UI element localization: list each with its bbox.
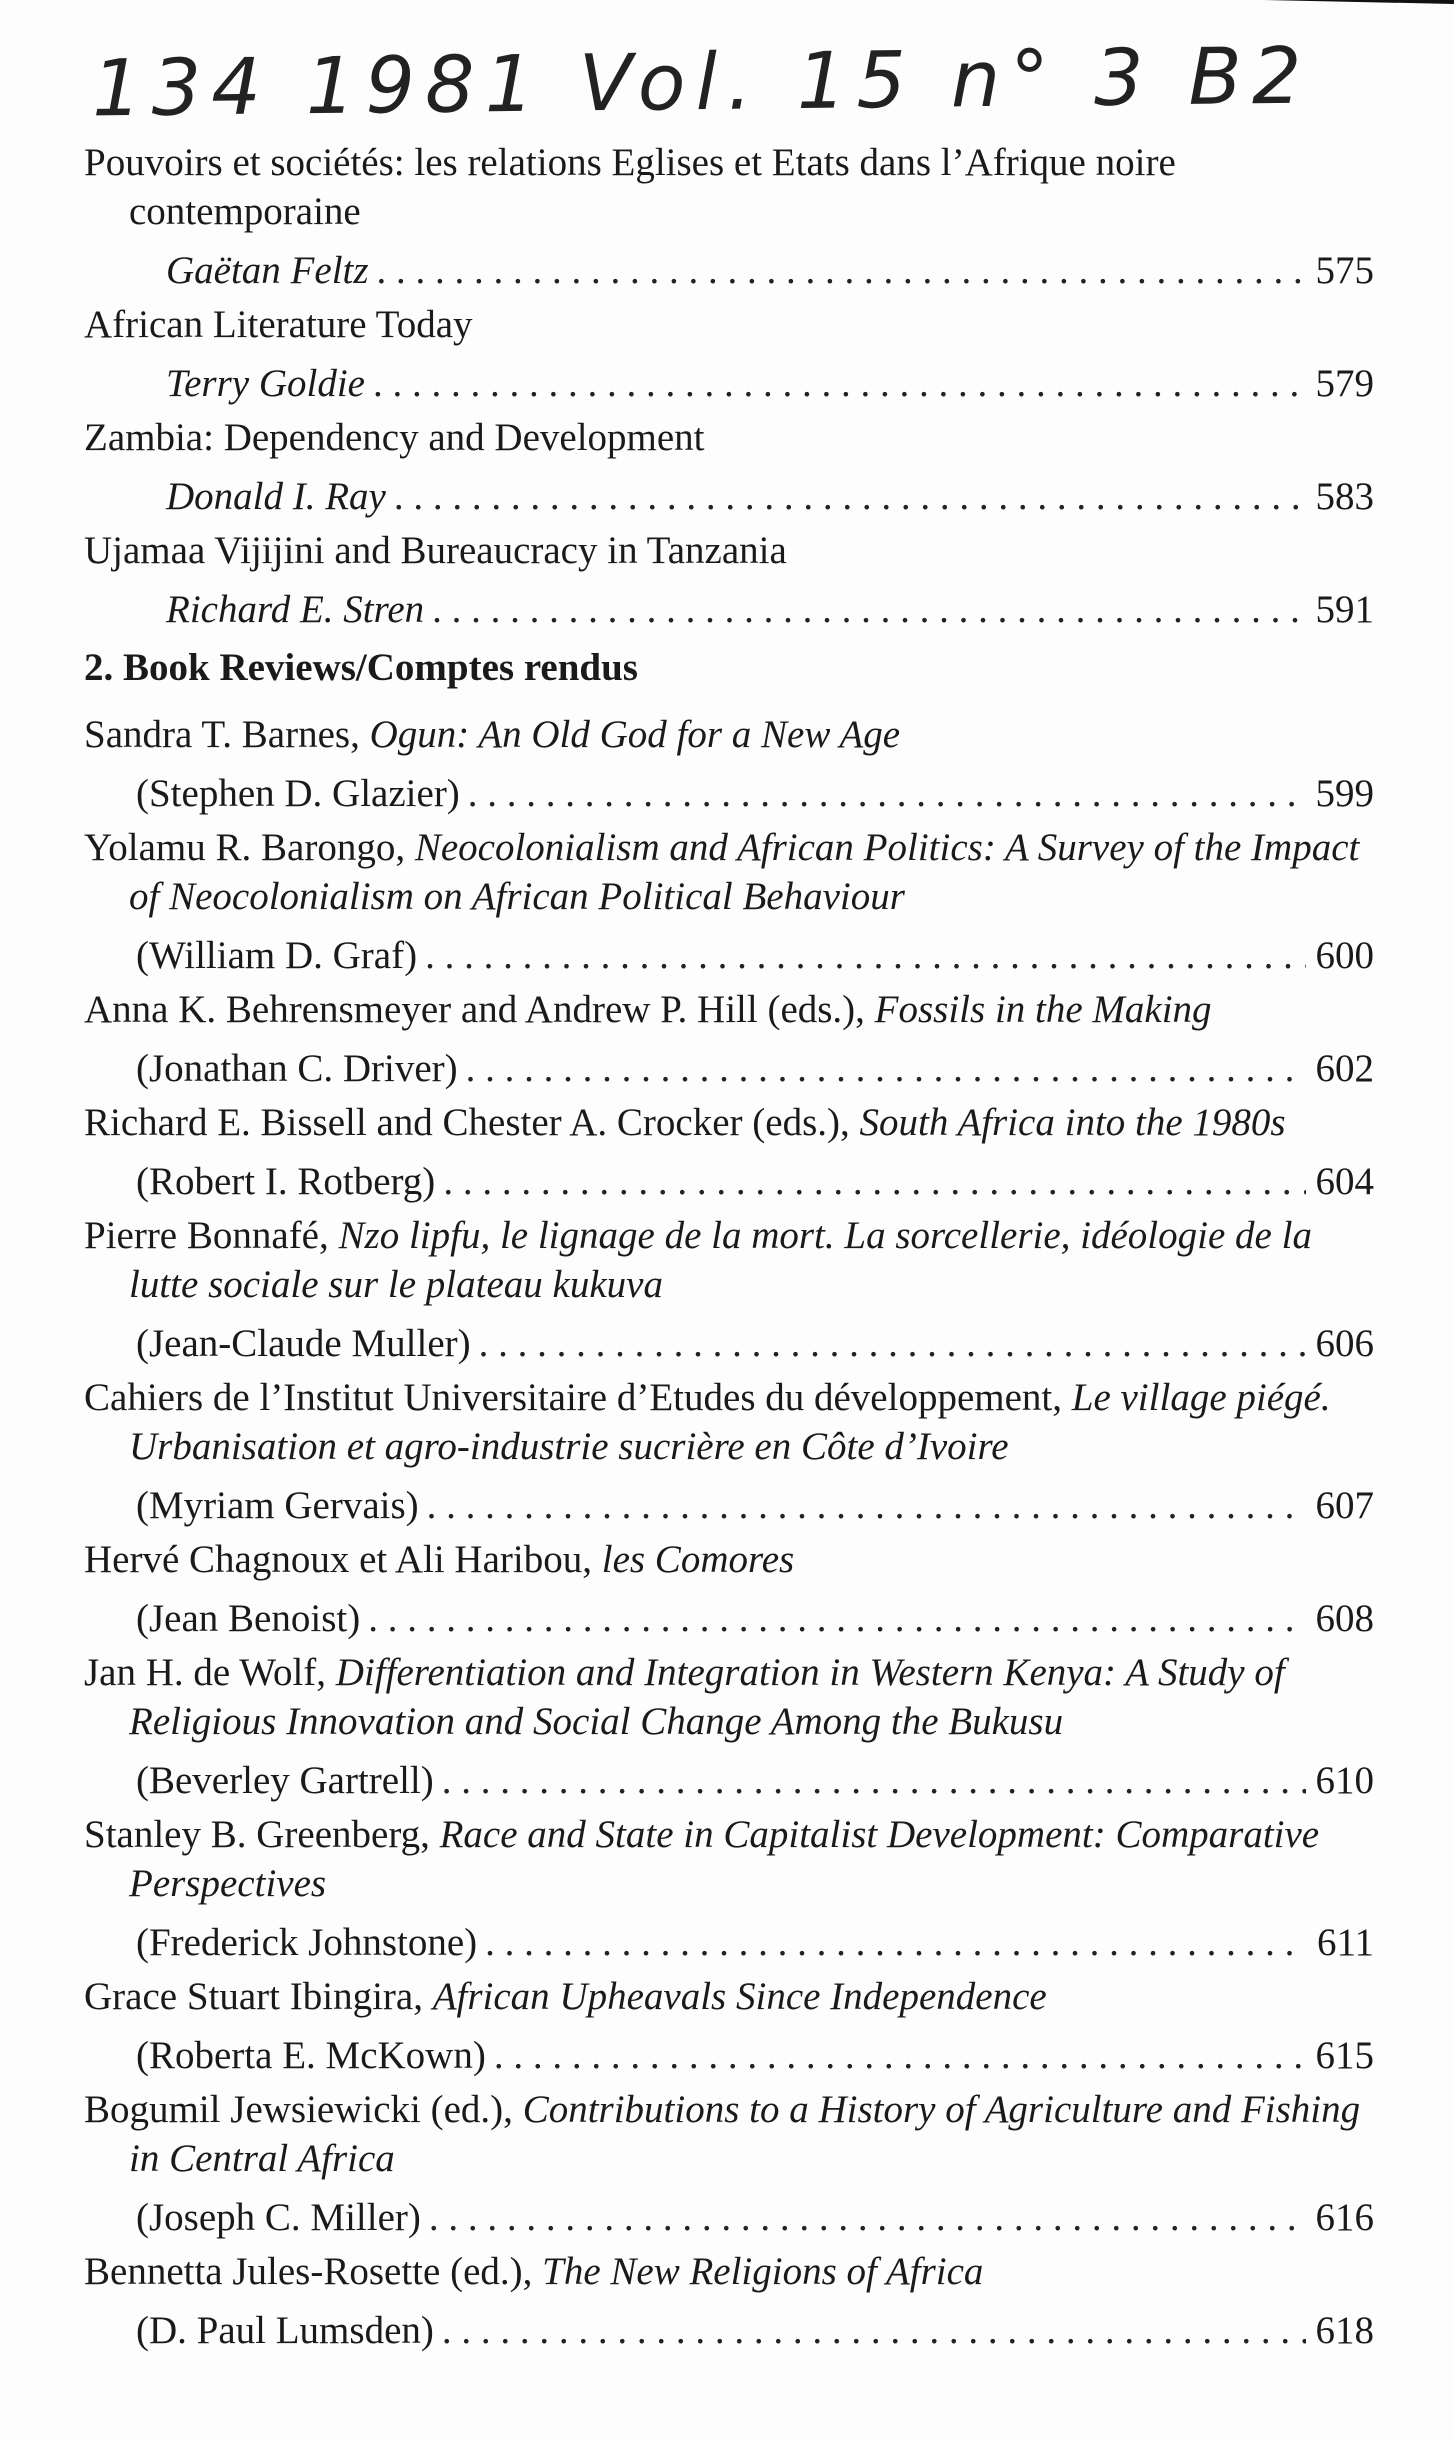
review-book-title: Le village piégé. Urbanisation et agro-industrie sucrière en Côte d’Ivoire [129,1376,1331,1468]
dot-leader [485,1918,1306,1967]
dot-leader [394,472,1306,521]
article-title: Ujamaa Vijijini and Bureaucracy in Tanzania [84,529,787,572]
review-book-title: Fossils in the Making [874,988,1212,1031]
page-number: 615 [1315,2034,1374,2077]
review-entry [84,2247,1374,2355]
article-title: Pouvoirs et sociétés: les relations Eglises et Etats dans l’Afrique noire contemporaine [84,141,1176,233]
reviewer-name: (Joseph C. Miller) [136,2196,421,2239]
page-number: 606 [1315,1322,1374,1365]
review-book-title: Nzo lipfu, le lignage de la mort. La sorcellerie, idéologie de la lutte sociale sur le plateau kukuva [129,1214,1312,1306]
page-number: 608 [1315,1597,1374,1640]
review-book-author: Jan H. de Wolf, [84,1651,327,1694]
articles-list [84,138,1374,634]
reviewer-name: (Beverley Gartrell) [136,1759,434,1802]
article-leader-line [84,575,1374,634]
review-book-title: Contributions to a History of Agriculture and Fishing in Central Africa [129,2088,1361,2180]
review-book-title: Differentiation and Integration in Western Kenya: A Study of Religious Innovation and Social Change Among the Bukusu [129,1651,1285,1743]
review-book-author: Bogumil Jewsiewicki (ed.), [84,2088,513,2131]
review-book-author: Pierre Bonnafé, [84,1214,329,1257]
top-edge-mark [984,0,1454,20]
review-heading [84,823,1374,921]
article-author: Donald I. Ray [166,475,386,518]
reviewer-name: (Roberta E. McKown) [136,2034,486,2077]
review-entry [84,1972,1374,2080]
reviewer-name: (Robert I. Rotberg) [136,1160,436,1203]
review-entry [84,1211,1374,1368]
article-leader-line [84,236,1374,295]
page-number: 604 [1315,1160,1374,1203]
review-heading [84,1972,1374,2021]
review-heading [84,2085,1374,2183]
review-entry [84,823,1374,980]
review-book-author: Richard E. Bissell and Chester A. Crocker (eds.), [84,1101,850,1144]
dot-leader [432,585,1306,634]
review-book-author: Bennetta Jules-Rosette (ed.), [84,2250,533,2293]
article-entry [84,300,1374,408]
review-book-author: Cahiers de l’Institut Universitaire d’Etudes du développement, [84,1376,1062,1419]
review-leader-line [84,759,1374,818]
dot-leader [468,769,1306,818]
reviews-list [84,710,1374,2355]
page-number: 618 [1315,2309,1374,2352]
review-heading [84,1098,1374,1147]
article-author: Terry Goldie [166,362,365,405]
review-heading [84,1648,1374,1746]
review-heading [84,2247,1374,2296]
review-heading [84,1535,1374,1584]
review-book-author: Anna K. Behrensmeyer and Andrew P. Hill (eds.), [84,988,865,1031]
review-leader-line [84,1309,1374,1368]
article-author: Gaëtan Feltz [166,249,369,292]
review-book-title: Ogun: An Old God for a New Age [369,713,901,756]
review-leader-line [84,1584,1374,1643]
review-leader-line [84,1746,1374,1805]
dot-leader [368,1594,1306,1643]
dot-leader [425,931,1306,980]
review-entry [84,1373,1374,1530]
dot-leader [373,359,1306,408]
article-leader-line [84,462,1374,521]
page-number: 591 [1315,588,1374,631]
page-number: 616 [1315,2196,1374,2239]
review-heading [84,1211,1374,1309]
article-entry [84,526,1374,634]
page-number: 610 [1315,1759,1374,1802]
review-heading [84,1373,1374,1471]
dot-leader [429,2193,1306,2242]
reviewer-name: (Myriam Gervais) [136,1484,419,1527]
article-title: African Literature Today [84,303,473,346]
review-book-title: les Comores [601,1538,795,1581]
page-number: 611 [1316,1921,1374,1964]
dot-leader [427,1481,1306,1530]
review-leader-line [84,2296,1374,2355]
review-leader-line [84,1034,1374,1093]
page-number: 599 [1315,772,1374,815]
review-book-author: Hervé Chagnoux et Ali Haribou, [84,1538,592,1581]
page-number: 583 [1315,475,1374,518]
review-entry [84,710,1374,818]
dot-leader [479,1319,1306,1368]
reviewer-name: (Stephen D. Glazier) [136,772,460,815]
page-number: 579 [1315,362,1374,405]
review-book-title: The New Religions of Africa [542,2250,984,2293]
review-heading [84,1810,1374,1908]
review-book-title: Neocolonialism and African Politics: A Survey of the Impact of Neocolonialism on African Political Behaviour [129,826,1360,918]
page-number: 607 [1315,1484,1374,1527]
reviewer-name: (Jean Benoist) [136,1597,361,1640]
review-leader-line [84,921,1374,980]
review-book-title: African Upheavals Since Independence [432,1975,1047,2018]
page-number: 602 [1315,1047,1374,1090]
review-leader-line [84,2021,1374,2080]
reviewer-name: (D. Paul Lumsden) [136,2309,434,2352]
review-book-title: Race and State in Capitalist Development: Comparative Perspectives [129,1813,1320,1905]
review-leader-line [84,1147,1374,1206]
review-entry [84,1810,1374,1967]
dot-leader [442,2306,1306,2355]
dot-leader [442,1756,1306,1805]
article-leader-line [84,349,1374,408]
review-book-title: South Africa into the 1980s [859,1101,1286,1144]
review-book-author: Grace Stuart Ibingira, [84,1975,423,2018]
review-book-author: Sandra T. Barnes, [84,713,360,756]
reviewer-name: (Jonathan C. Driver) [136,1047,458,1090]
page-number: 575 [1315,249,1374,292]
review-entry [84,1648,1374,1805]
dot-leader [377,246,1306,295]
table-of-contents [84,138,1374,2360]
page-number: 600 [1315,934,1374,977]
review-leader-line [84,1908,1374,1967]
article-title: Zambia: Dependency and Development [84,416,705,459]
section-heading: 2. Book Reviews/Comptes rendus [84,646,638,689]
article-entry [84,413,1374,521]
review-leader-line [84,1471,1374,1530]
review-entry [84,2085,1374,2242]
review-entry [84,1535,1374,1643]
review-book-author: Yolamu R. Barongo, [84,826,406,869]
dot-leader [466,1044,1306,1093]
dot-leader [443,1157,1306,1206]
reviewer-name: (William D. Graf) [136,934,418,977]
review-heading [84,985,1374,1034]
reviewer-name: (Frederick Johnstone) [136,1921,478,1964]
reviewer-name: (Jean-Claude Muller) [136,1322,471,1365]
article-author: Richard E. Stren [166,588,425,631]
review-entry [84,1098,1374,1206]
article-entry [84,138,1374,295]
handwritten-note: 134 1981 Vol. 15 n° 3 B2 [91,31,1313,135]
review-book-author: Stanley B. Greenberg, [84,1813,430,1856]
review-entry [84,985,1374,1093]
review-heading [84,710,1374,759]
dot-leader [494,2031,1306,2080]
review-leader-line [84,2183,1374,2242]
